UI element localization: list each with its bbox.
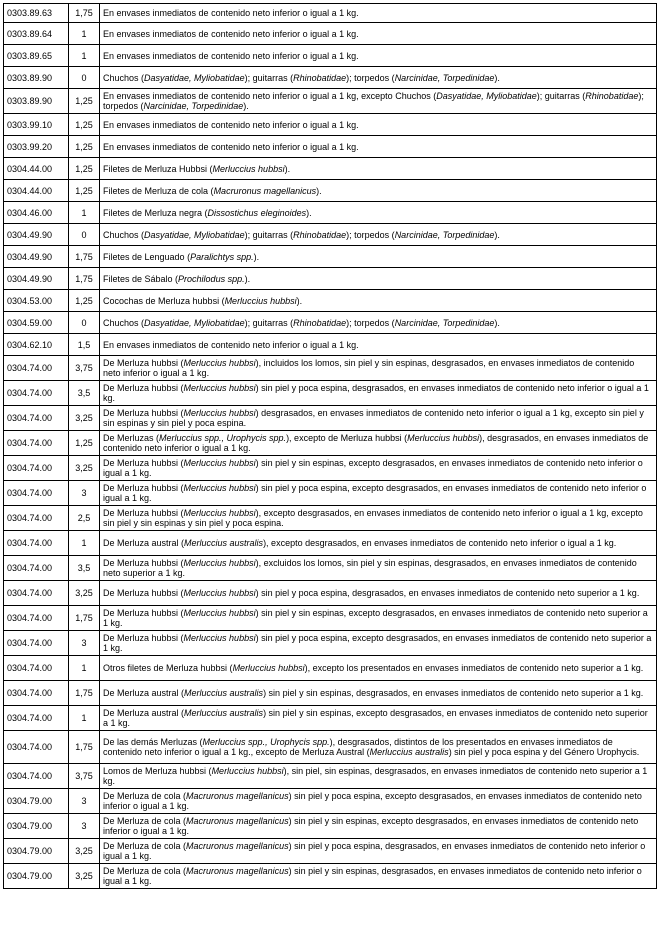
species-name: Rhinobatidae: [293, 317, 347, 328]
description-text: En envases inmediatos de contenido neto inferior o igual a 1 kg.: [103, 8, 359, 18]
description-text: ); guitarras (: [244, 229, 294, 240]
rate-cell: 3,75: [69, 764, 100, 789]
species-name: Merluccius hubbsi: [183, 383, 256, 393]
rate-cell: 3,5: [69, 556, 100, 581]
description-text: ) desgrasados, en envases inmediatos de contenido neto inferior o igual a 1 kg, excepto sin piel y sin espinas y sin piel y poca espina.: [103, 408, 644, 428]
description-cell: [100, 23, 657, 45]
description-text: ), incluidos los lomos, sin piel y sin espinas, desgrasados, en envases inmediatos de contenido neto inferior o igual a 1 kg.: [103, 358, 635, 378]
ncm-code-cell: 0304.49.90: [4, 268, 69, 290]
rate-cell: 3,25: [69, 581, 100, 606]
rate-cell: 3,25: [69, 839, 100, 864]
description-cell: [100, 606, 657, 631]
description-cell: [100, 506, 657, 531]
description-text: ).: [296, 295, 303, 306]
description-text: En envases inmediatos de contenido neto inferior o igual a 1 kg.: [103, 119, 359, 130]
rate-cell: 1,75: [69, 4, 100, 23]
rate-cell: 3: [69, 814, 100, 839]
description-text: ), excepto desgrasados, en envases inmediatos de contenido neto inferior o igual a 1 kg, excepto sin piel y sin espinas y sin piel y poca espina.: [103, 508, 643, 528]
description-cell: [100, 45, 657, 67]
ncm-code-cell: 0304.74.00: [4, 531, 69, 556]
description-text: Filetes de Merluza negra (: [103, 207, 208, 218]
ncm-code-cell: 0304.46.00: [4, 202, 69, 224]
description-text: ), desgrasados, en envases inmediatos de contenido neto inferior o igual a 1 kg.: [103, 433, 649, 453]
description-text: De Merluza hubbsi (: [103, 558, 184, 568]
table-row: [4, 581, 657, 606]
description-cell: [100, 180, 657, 202]
description-text: De Merluza hubbsi (: [103, 633, 184, 643]
rate-cell: 3,25: [69, 406, 100, 431]
rate-cell: 3,75: [69, 356, 100, 381]
rate-cell: 1,75: [69, 731, 100, 764]
ncm-code-cell: 0304.44.00: [4, 158, 69, 180]
species-name: Dasyatidae, Myliobatidae: [436, 91, 537, 101]
species-name: Merluccius hubbsi: [183, 608, 256, 618]
description-text: De Merluzas (: [103, 433, 160, 443]
ncm-code-cell: 0304.74.00: [4, 356, 69, 381]
description-cell: [100, 158, 657, 180]
description-text: ) sin piel y poca espina, desgrasados, en envases inmediatos de contenido neto inferior o igual a 1 kg.: [103, 841, 646, 861]
rate-cell: 0: [69, 312, 100, 334]
ncm-code-cell: 0304.74.00: [4, 556, 69, 581]
description-text: ).: [284, 163, 291, 174]
description-text: ) sin piel y sin espinas, excepto desgrasados, en envases inmediatos de contenido neto inferior o igual a 1 kg.: [103, 816, 639, 836]
ncm-code-cell: 0304.74.00: [4, 706, 69, 731]
ncm-code-cell: 0304.74.00: [4, 431, 69, 456]
description-text: De Merluza austral (: [103, 708, 185, 718]
description-text: ); torpedos (: [346, 317, 395, 328]
table-row: [4, 4, 657, 23]
description-cell: [100, 631, 657, 656]
description-cell: [100, 246, 657, 268]
ncm-code-cell: 0303.99.10: [4, 114, 69, 136]
description-cell: [100, 456, 657, 481]
rate-cell: 3,25: [69, 864, 100, 889]
table-row: [4, 356, 657, 381]
species-name: Merluccius hubbsi: [183, 588, 256, 598]
tariff-table-body: [4, 4, 657, 889]
ncm-code-cell: 0304.59.00: [4, 312, 69, 334]
description-text: De Merluza de cola (: [103, 791, 187, 801]
description-text: ), excepto desgrasados, en envases inmediatos de contenido neto inferior o igual a 1 kg.: [263, 538, 617, 548]
description-text: ); guitarras (: [536, 91, 586, 101]
description-text: ).: [494, 317, 500, 328]
ncm-code-cell: 0304.79.00: [4, 839, 69, 864]
rate-cell: 1,25: [69, 114, 100, 136]
ncm-code-cell: 0303.99.20: [4, 136, 69, 158]
rate-cell: 1,25: [69, 158, 100, 180]
table-row: [4, 506, 657, 531]
rate-cell: 1: [69, 706, 100, 731]
description-text: Filetes de Merluza de cola (: [103, 185, 214, 196]
rate-cell: 1,25: [69, 431, 100, 456]
description-text: De Merluza de cola (: [103, 866, 187, 876]
rate-cell: 3: [69, 789, 100, 814]
description-text: De Merluza austral (: [103, 688, 185, 698]
description-cell: [100, 4, 657, 23]
rate-cell: 3,25: [69, 456, 100, 481]
description-text: ), desgrasados, distintos de los presentados en envases inmediatos de contenido neto inferior o igual a 1 kg., excepto de Merluza Austral (: [103, 737, 613, 757]
species-name: Macruronus magellanicus: [186, 791, 289, 801]
ncm-code-cell: 0304.62.10: [4, 334, 69, 356]
species-name: Merluccius hubbsi: [183, 358, 256, 368]
table-row: [4, 224, 657, 246]
description-cell: [100, 731, 657, 764]
species-name: Merluccius australis: [369, 747, 449, 757]
description-text: ); guitarras (: [244, 317, 294, 328]
species-name: Rhinobatidae: [293, 72, 347, 83]
description-text: En envases inmediatos de contenido neto inferior o igual a 1 kg.: [103, 50, 359, 61]
table-row: [4, 789, 657, 814]
ncm-code-cell: 0304.74.00: [4, 406, 69, 431]
rate-cell: 1,75: [69, 246, 100, 268]
description-cell: [100, 334, 657, 356]
description-text: Filetes de Lenguado (: [103, 251, 191, 262]
description-cell: [100, 202, 657, 224]
species-name: Merluccius hubbsi: [212, 163, 285, 174]
description-cell: [100, 431, 657, 456]
description-cell: [100, 556, 657, 581]
species-name: Macruronus magellanicus: [186, 866, 289, 876]
rate-cell: 1,25: [69, 180, 100, 202]
table-row: [4, 180, 657, 202]
table-row: [4, 406, 657, 431]
description-text: ) sin piel y sin espinas, excepto desgrasados, en envases inmediatos de contenido neto superior a 1 kg.: [103, 708, 648, 728]
description-cell: [100, 381, 657, 406]
rate-cell: 3: [69, 481, 100, 506]
description-text: De Merluza austral (: [103, 538, 185, 548]
description-text: En envases inmediatos de contenido neto inferior o igual a 1 kg.: [103, 339, 359, 350]
description-cell: [100, 581, 657, 606]
table-row: [4, 731, 657, 764]
species-name: Prochilodus spp.: [178, 273, 245, 284]
description-text: De Merluza de cola (: [103, 816, 187, 826]
description-cell: [100, 706, 657, 731]
table-row: [4, 312, 657, 334]
description-cell: [100, 67, 657, 89]
species-name: Merluccius hubbsi: [183, 508, 256, 518]
ncm-code-cell: 0304.49.90: [4, 246, 69, 268]
rate-cell: 1,5: [69, 334, 100, 356]
species-name: Merluccius australis: [184, 708, 264, 718]
description-text: De Merluza hubbsi (: [103, 483, 184, 493]
table-row: [4, 431, 657, 456]
table-row: [4, 114, 657, 136]
species-name: Merluccius hubbsi: [407, 433, 480, 443]
species-name: Macruronus magellanicus: [186, 816, 289, 826]
ncm-code-cell: 0304.79.00: [4, 814, 69, 839]
ncm-code-cell: 0304.74.00: [4, 764, 69, 789]
ncm-code-cell: 0304.79.00: [4, 789, 69, 814]
species-name: Narcinidae, Torpedinidae: [394, 229, 495, 240]
description-cell: [100, 839, 657, 864]
rate-cell: 3: [69, 631, 100, 656]
species-name: Merluccius spp., Urophycis spp.: [202, 737, 330, 747]
description-text: ) sin piel y poca espina, desgrasados, en envases inmediatos de contenido neto inferior o igual a 1 kg.: [103, 383, 649, 403]
table-row: [4, 839, 657, 864]
description-text: ) sin piel y poca espina y del Género Urophycis.: [448, 747, 640, 757]
description-text: En envases inmediatos de contenido neto inferior o igual a 1 kg.: [103, 141, 359, 152]
rate-cell: 1,25: [69, 136, 100, 158]
species-name: Dasyatidae, Myliobatidae: [144, 229, 245, 240]
rate-cell: 1: [69, 531, 100, 556]
table-row: [4, 334, 657, 356]
species-name: Merluccius australis: [184, 688, 264, 698]
ncm-code-cell: 0304.49.90: [4, 224, 69, 246]
description-cell: [100, 268, 657, 290]
description-text: ) sin piel y sin espinas, excepto desgrasados, en envases inmediatos de contenido neto superior a 1 kg.: [103, 608, 648, 628]
table-row: [4, 246, 657, 268]
ncm-code-cell: 0304.74.00: [4, 606, 69, 631]
species-name: Rhinobatidae: [585, 91, 639, 101]
description-text: Filetes de Sábalo (: [103, 273, 179, 284]
description-cell: [100, 681, 657, 706]
rate-cell: 1,75: [69, 606, 100, 631]
description-text: De Merluza hubbsi (: [103, 408, 184, 418]
description-text: De las demás Merluzas (: [103, 737, 203, 747]
ncm-code-cell: 0303.89.90: [4, 89, 69, 114]
table-row: [4, 556, 657, 581]
ncm-code-cell: 0304.74.00: [4, 731, 69, 764]
species-name: Merluccius hubbsi: [224, 295, 297, 306]
description-text: ) sin piel y poca espina, desgrasados, en envases inmediatos de contenido neto superior a 1 kg.: [255, 588, 640, 598]
rate-cell: 0: [69, 224, 100, 246]
description-text: De Merluza hubbsi (: [103, 588, 184, 598]
description-cell: [100, 89, 657, 114]
species-name: Dasyatidae, Myliobatidae: [144, 72, 245, 83]
ncm-code-cell: 0304.74.00: [4, 506, 69, 531]
rate-cell: 3,5: [69, 381, 100, 406]
table-row: [4, 656, 657, 681]
table-row: [4, 681, 657, 706]
table-row: [4, 631, 657, 656]
description-text: ).: [243, 101, 249, 111]
description-text: ) sin piel y sin espinas, desgrasados, en envases inmediatos de contenido neto inferior o igual a 1 kg.: [103, 866, 642, 886]
description-text: Chuchos (: [103, 317, 145, 328]
description-text: ), excepto los presentados en envases inmediatos de contenido neto superior a 1 kg.: [304, 663, 644, 673]
description-text: De Merluza hubbsi (: [103, 608, 184, 618]
description-text: ), excepto de Merluza hubbsi (: [286, 433, 408, 443]
table-row: [4, 814, 657, 839]
description-cell: [100, 814, 657, 839]
species-name: Merluccius hubbsi: [211, 766, 284, 776]
table-row: [4, 23, 657, 45]
ncm-code-cell: 0304.44.00: [4, 180, 69, 202]
description-text: ); guitarras (: [244, 72, 294, 83]
table-row: [4, 89, 657, 114]
table-row: [4, 456, 657, 481]
species-name: Macruronus magellanicus: [186, 841, 289, 851]
species-name: Paralichtys spp.: [190, 251, 254, 262]
rate-cell: 1: [69, 656, 100, 681]
rate-cell: 1: [69, 45, 100, 67]
ncm-code-cell: 0303.89.65: [4, 45, 69, 67]
species-name: Merluccius hubbsi: [183, 558, 256, 568]
ncm-code-cell: 0304.74.00: [4, 456, 69, 481]
description-text: ).: [253, 251, 260, 262]
description-text: De Merluza hubbsi (: [103, 358, 184, 368]
table-row: [4, 606, 657, 631]
description-text: Filetes de Merluza Hubbsi (: [103, 163, 213, 174]
description-cell: [100, 656, 657, 681]
description-text: Chuchos (: [103, 229, 145, 240]
ncm-code-cell: 0304.74.00: [4, 581, 69, 606]
species-name: Merluccius hubbsi: [232, 663, 305, 673]
table-row: [4, 764, 657, 789]
description-cell: [100, 224, 657, 246]
ncm-code-cell: 0303.89.63: [4, 4, 69, 23]
species-name: Dissostichus eleginoides: [207, 207, 307, 218]
description-text: ) sin piel y poca espina, excepto desgrasados, en envases inmediatos de contenido neto superior a 1 kg.: [103, 633, 652, 653]
rate-cell: 1: [69, 23, 100, 45]
rate-cell: 1,75: [69, 268, 100, 290]
ncm-code-cell: 0304.79.00: [4, 864, 69, 889]
table-row: [4, 864, 657, 889]
species-name: Rhinobatidae: [293, 229, 347, 240]
description-cell: [100, 864, 657, 889]
description-text: ) sin piel y sin espinas, excepto desgrasados, en envases inmediatos de contenido neto inferior o igual a 1 kg.: [103, 458, 643, 478]
species-name: Merluccius hubbsi: [183, 458, 256, 468]
ncm-code-cell: 0303.89.64: [4, 23, 69, 45]
description-cell: [100, 531, 657, 556]
description-text: ); torpedos (: [346, 229, 395, 240]
table-row: [4, 136, 657, 158]
description-cell: [100, 136, 657, 158]
description-text: En envases inmediatos de contenido neto inferior o igual a 1 kg, excepto Chuchos (: [103, 91, 437, 101]
description-text: ).: [306, 207, 312, 218]
description-text: ), excluidos los lomos, sin piel y sin espinas, desgrasados, en envases inmediatos de contenido neto superior a 1 kg.: [103, 558, 637, 578]
description-text: De Merluza hubbsi (: [103, 458, 184, 468]
species-name: Narcinidae, Torpedinidae: [394, 317, 495, 328]
species-name: Merluccius australis: [184, 538, 264, 548]
description-text: ).: [494, 229, 500, 240]
table-row: [4, 706, 657, 731]
table-row: [4, 381, 657, 406]
species-name: Merluccius spp., Urophycis spp.: [159, 433, 287, 443]
ncm-code-cell: 0304.74.00: [4, 656, 69, 681]
description-cell: [100, 290, 657, 312]
description-cell: [100, 406, 657, 431]
table-row: [4, 290, 657, 312]
tariff-table: [3, 3, 657, 889]
description-cell: [100, 356, 657, 381]
rate-cell: 1,25: [69, 290, 100, 312]
description-cell: [100, 481, 657, 506]
ncm-code-cell: 0304.74.00: [4, 631, 69, 656]
ncm-code-cell: 0304.74.00: [4, 481, 69, 506]
description-text: ).: [494, 72, 500, 83]
table-row: [4, 268, 657, 290]
description-text: ) sin piel y sin espinas, desgrasados, en envases inmediatos de contenido neto superior a 1 kg.: [263, 688, 644, 698]
species-name: Macruronus magellanicus: [213, 185, 317, 196]
species-name: Narcinidae, Torpedinidae: [394, 72, 495, 83]
species-name: Dasyatidae, Myliobatidae: [144, 317, 245, 328]
rate-cell: 1,25: [69, 89, 100, 114]
description-text: ) sin piel y poca espina, excepto desgrasados, en envases inmediatos de contenido neto inferior o igual a 1 kg.: [103, 483, 647, 503]
description-text: Otros filetes de Merluza hubbsi (: [103, 663, 233, 673]
description-text: ).: [316, 185, 322, 196]
description-cell: [100, 114, 657, 136]
table-row: [4, 158, 657, 180]
rate-cell: 2,5: [69, 506, 100, 531]
ncm-code-cell: 0304.74.00: [4, 681, 69, 706]
description-text: Cocochas de Merluza hubbsi (: [103, 295, 225, 306]
species-name: Narcinidae, Torpedinidae: [143, 101, 244, 111]
description-text: De Merluza de cola (: [103, 841, 187, 851]
table-row: [4, 45, 657, 67]
description-text: ) sin piel y poca espina, excepto desgrasados, en envases inmediatos de contenido neto inferior o igual a 1 kg.: [103, 791, 642, 811]
table-row: [4, 202, 657, 224]
description-text: Lomos de Merluza hubbsi (: [103, 766, 212, 776]
species-name: Merluccius hubbsi: [183, 633, 256, 643]
species-name: Merluccius hubbsi: [183, 408, 256, 418]
description-cell: [100, 764, 657, 789]
table-row: [4, 481, 657, 506]
description-text: ).: [244, 273, 251, 284]
ncm-code-cell: 0304.53.00: [4, 290, 69, 312]
description-cell: [100, 789, 657, 814]
rate-cell: 1: [69, 202, 100, 224]
description-text: ); torpedos (: [346, 72, 395, 83]
description-text: Chuchos (: [103, 72, 145, 83]
description-text: De Merluza hubbsi (: [103, 383, 184, 393]
table-row: [4, 67, 657, 89]
description-text: En envases inmediatos de contenido neto inferior o igual a 1 kg.: [103, 28, 359, 39]
table-row: [4, 531, 657, 556]
description-text: ), sin piel, sin espinas, desgrasados, en envases inmediatos de contenido neto superior a 1 kg.: [103, 766, 648, 786]
ncm-code-cell: 0304.74.00: [4, 381, 69, 406]
rate-cell: 0: [69, 67, 100, 89]
ncm-code-cell: 0303.89.90: [4, 67, 69, 89]
description-text: De Merluza hubbsi (: [103, 508, 184, 518]
rate-cell: 1,75: [69, 681, 100, 706]
species-name: Merluccius hubbsi: [183, 483, 256, 493]
description-cell: [100, 312, 657, 334]
description-text: ); torpedos (: [103, 91, 644, 111]
